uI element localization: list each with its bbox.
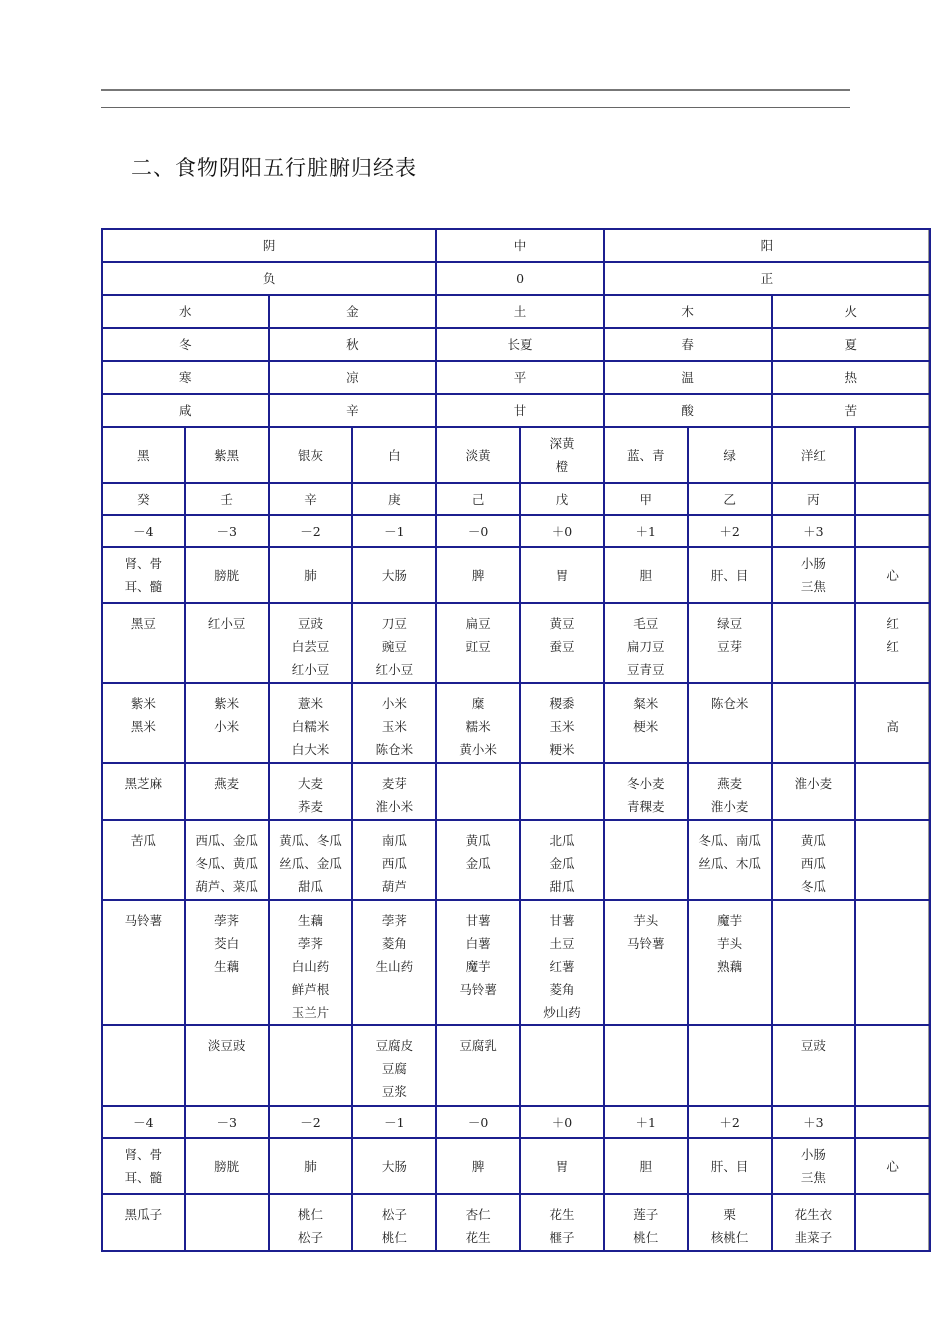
cell-season-spring: 春 xyxy=(604,328,772,361)
row-tubers-cell xyxy=(185,900,269,1025)
cell-line: 黄豆 xyxy=(549,616,575,631)
cell-line: 红 xyxy=(886,616,899,631)
row-melons-cell xyxy=(269,820,353,900)
cell-line: 莲子 xyxy=(633,1207,659,1222)
row-beans-cell xyxy=(688,603,772,683)
row-organs-2-cell: 胃 xyxy=(520,1138,604,1194)
header-rule-bottom xyxy=(101,107,850,108)
cell-line: 橙 xyxy=(555,459,569,474)
row-stems-cell: 丙 xyxy=(772,483,856,515)
row-tubers-cell xyxy=(269,900,353,1025)
row-organs-2-cell: 胆 xyxy=(604,1138,688,1194)
cell-line: 刀豆 xyxy=(381,616,407,631)
cell-line: 花生衣 xyxy=(794,1207,833,1222)
row-cereals-cell xyxy=(855,763,930,820)
row-tubers-cell xyxy=(436,900,520,1025)
row-tubers-cell xyxy=(772,900,856,1025)
row-organs xyxy=(102,547,930,603)
cell-line: 小肠 xyxy=(800,556,826,571)
row-nuts-cell xyxy=(185,1194,269,1251)
cell-line: 小米 xyxy=(381,696,407,711)
cell-line: 芋头 xyxy=(633,913,659,928)
row-organs-cell: 心 xyxy=(855,547,930,603)
cell-taste-salty: 咸 xyxy=(102,394,269,427)
row-organs-cell xyxy=(772,547,856,603)
cell-climate-cold: 寒 xyxy=(102,361,269,394)
row-grains xyxy=(102,683,930,763)
cell-line: 梗米 xyxy=(633,719,659,734)
row-beans-cell xyxy=(520,603,604,683)
row-melons-cell xyxy=(604,820,688,900)
cell-line: 红 xyxy=(886,639,899,654)
row-element xyxy=(102,295,930,328)
cell-line: 荸荠 xyxy=(297,936,323,951)
cell-line: 黑米 xyxy=(130,719,156,734)
row-colors-cell: 银灰 xyxy=(269,427,353,483)
row-numbers-2-cell: ＋0 xyxy=(520,1106,604,1138)
row-cereals-cell: 淮小麦 xyxy=(772,763,856,820)
page-title: 二、食物阴阳五行脏腑归经表 xyxy=(131,156,417,180)
cell-sign-pos: 正 xyxy=(604,262,930,295)
row-tubers xyxy=(102,900,930,1025)
cell-line: 魔芋 xyxy=(465,959,491,974)
cell-climate-hot: 热 xyxy=(772,361,931,394)
row-tubers-cell xyxy=(520,900,604,1025)
cell-line: 深黄 xyxy=(549,436,575,451)
row-melons-cell xyxy=(520,820,604,900)
cell-line: 白山药 xyxy=(291,959,330,974)
row-organs-2-cell: 肝、目 xyxy=(688,1138,772,1194)
cell-line: 黄瓜 xyxy=(800,833,826,848)
cell-taste-pungent: 辛 xyxy=(269,394,437,427)
cell-line: 糯米 xyxy=(465,719,491,734)
row-numbers-2-cell: －3 xyxy=(185,1106,269,1138)
cell-line: 菱角 xyxy=(549,982,575,997)
row-melons-cell xyxy=(855,820,930,900)
row-organs-2-cell: 脾 xyxy=(436,1138,520,1194)
row-stems-cell: 辛 xyxy=(269,483,353,515)
row-melons-cell xyxy=(185,820,269,900)
cell-line: 花生 xyxy=(549,1207,575,1222)
cell-line: 鲜芦根 xyxy=(291,982,330,997)
cell-line: 玉米 xyxy=(549,719,575,734)
cell-season-summer: 夏 xyxy=(772,328,931,361)
row-cereals-cell: 燕麦 xyxy=(185,763,269,820)
cell-line: 韭菜子 xyxy=(794,1230,833,1245)
cell-line: 豆浆 xyxy=(381,1084,407,1099)
table-viewport xyxy=(101,228,899,1254)
row-soy-cell xyxy=(269,1025,353,1106)
row-beans-cell xyxy=(436,603,520,683)
cell-line: 西瓜 xyxy=(381,856,407,871)
cell-zhong: 中 xyxy=(436,229,604,262)
cell-line: 白薯 xyxy=(465,936,491,951)
row-numbers-cell: －4 xyxy=(102,515,185,547)
cell-line: 生藕 xyxy=(297,913,323,928)
cell-line xyxy=(856,692,929,715)
row-numbers xyxy=(102,515,930,547)
row-melons-cell xyxy=(772,820,856,900)
cell-line: 桃仁 xyxy=(633,1230,659,1245)
cell-line: 荸荠 xyxy=(214,913,240,928)
cell-line: 金瓜 xyxy=(549,856,575,871)
cell-line: 芋头 xyxy=(717,936,743,951)
cell-line: 白糯米 xyxy=(291,719,330,734)
row-organs-cell: 胃 xyxy=(520,547,604,603)
row-cereals xyxy=(102,763,930,820)
row-tubers-cell xyxy=(352,900,436,1025)
row-organs-2-cell xyxy=(102,1138,185,1194)
cell-yang: 阳 xyxy=(604,229,930,262)
cell-element-water: 水 xyxy=(102,295,269,328)
row-numbers-cell: ＋3 xyxy=(772,515,856,547)
row-grains-cell xyxy=(436,683,520,763)
cell-line: 豆腐 xyxy=(381,1061,407,1076)
row-nuts-cell xyxy=(436,1194,520,1251)
row-numbers-2 xyxy=(102,1106,930,1138)
row-colors-cell: 淡黄 xyxy=(436,427,520,483)
cell-line: 扁刀豆 xyxy=(627,639,665,654)
row-numbers-cell: －1 xyxy=(352,515,436,547)
cell-climate-neutral: 平 xyxy=(436,361,604,394)
row-grains-cell xyxy=(352,683,436,763)
row-numbers-cell: －2 xyxy=(269,515,353,547)
cell-sign-zero: 0 xyxy=(436,262,604,295)
row-numbers-2-cell: ＋3 xyxy=(772,1106,856,1138)
row-cereals-cell xyxy=(520,763,604,820)
cell-season-autumn: 秋 xyxy=(269,328,437,361)
row-organs-cell xyxy=(102,547,185,603)
cell-line: 冬瓜、黄瓜 xyxy=(195,856,258,871)
row-yinyang xyxy=(102,229,930,262)
row-soy-cell xyxy=(102,1025,185,1106)
cell-element-metal: 金 xyxy=(269,295,437,328)
row-numbers-2-cell: －4 xyxy=(102,1106,185,1138)
row-taste xyxy=(102,394,930,427)
cell-sign-neg: 负 xyxy=(102,262,436,295)
row-tubers-cell xyxy=(604,900,688,1025)
row-stems-cell xyxy=(855,483,930,515)
row-numbers-2-cell: －0 xyxy=(436,1106,520,1138)
row-tubers-cell xyxy=(855,900,930,1025)
row-numbers-cell: ＋2 xyxy=(688,515,772,547)
row-nuts-cell xyxy=(772,1194,856,1251)
row-stems-cell: 庚 xyxy=(352,483,436,515)
row-organs-cell: 脾 xyxy=(436,547,520,603)
row-melons-cell: 苦瓜 xyxy=(102,820,185,900)
cell-line: 黄瓜 xyxy=(465,833,491,848)
row-soy-cell: 淡豆豉 xyxy=(185,1025,269,1106)
cell-line: 绿豆 xyxy=(717,616,743,631)
cell-line: 冬小麦 xyxy=(627,776,665,791)
cell-line: 陈仓米 xyxy=(375,742,414,757)
cell-element-wood: 木 xyxy=(604,295,772,328)
row-soy-cell xyxy=(855,1025,930,1106)
cell-line: 生山药 xyxy=(375,959,414,974)
cell-yin: 阴 xyxy=(102,229,436,262)
row-organs-2-cell xyxy=(772,1138,856,1194)
row-grains-cell xyxy=(604,683,688,763)
row-colors-cell: 白 xyxy=(352,427,436,483)
row-melons xyxy=(102,820,930,900)
cell-line: 黄小米 xyxy=(459,742,497,757)
cell-line: 紫米 xyxy=(130,696,156,711)
cell-line: 葫芦 xyxy=(381,879,407,894)
cell-line: 三焦 xyxy=(800,1170,826,1185)
cell-line: 生藕 xyxy=(214,959,240,974)
cell-line: 红薯 xyxy=(549,959,575,974)
row-organs-cell: 胆 xyxy=(604,547,688,603)
row-melons-cell xyxy=(436,820,520,900)
cell-line: 玉米 xyxy=(381,719,407,734)
cell-climate-warm: 温 xyxy=(604,361,772,394)
cell-season-late-summer: 长夏 xyxy=(436,328,604,361)
row-stems-cell: 壬 xyxy=(185,483,269,515)
cell-line: 南瓜 xyxy=(381,833,407,848)
cell-line: 紫米 xyxy=(214,696,240,711)
cell-line: 桃仁 xyxy=(381,1230,407,1245)
cell-line: 肾、骨 xyxy=(124,556,163,571)
cell-line: 西瓜、金瓜 xyxy=(195,833,258,848)
cell-line: 黄瓜、冬瓜 xyxy=(279,833,342,848)
cell-taste-sweet: 甘 xyxy=(436,394,604,427)
row-numbers-2-cell: ＋2 xyxy=(688,1106,772,1138)
row-numbers-cell: －3 xyxy=(185,515,269,547)
cell-line: 小肠 xyxy=(800,1147,826,1162)
row-colors-cell: 黑 xyxy=(102,427,185,483)
row-cereals-cell: 黑芝麻 xyxy=(102,763,185,820)
cell-line: 北瓜 xyxy=(549,833,575,848)
cell-line: 葫芦、菜瓜 xyxy=(195,879,258,894)
cell-line: 金瓜 xyxy=(465,856,491,871)
row-nuts xyxy=(102,1194,930,1251)
cell-line: 薏米 xyxy=(297,696,323,711)
row-beans-cell: 红小豆 xyxy=(185,603,269,683)
cell-line: 冬瓜、南瓜 xyxy=(698,833,761,848)
row-soy-cell xyxy=(688,1025,772,1106)
cell-line: 荸荠 xyxy=(381,913,407,928)
row-nuts-cell xyxy=(269,1194,353,1251)
row-grains-cell xyxy=(269,683,353,763)
row-nuts-cell xyxy=(520,1194,604,1251)
cell-line: 蚕豆 xyxy=(549,639,575,654)
cell-line: 白芸豆 xyxy=(291,639,330,654)
row-organs-2-cell: 大肠 xyxy=(352,1138,436,1194)
cell-line: 高 xyxy=(886,719,899,734)
row-nuts-cell xyxy=(855,1194,930,1251)
row-stems-cell: 甲 xyxy=(604,483,688,515)
row-nuts-cell xyxy=(604,1194,688,1251)
row-beans-cell xyxy=(269,603,353,683)
cell-line: 冬瓜 xyxy=(800,879,826,894)
row-organs-cell: 膀胱 xyxy=(185,547,269,603)
row-soy-cell xyxy=(352,1025,436,1106)
cell-line: 耳、髓 xyxy=(124,579,163,594)
cell-line: 丝瓜、金瓜 xyxy=(279,856,342,871)
cell-line: 大麦 xyxy=(297,776,323,791)
cell-line: 豆青豆 xyxy=(627,662,665,677)
cell-line: 耳、髓 xyxy=(124,1170,163,1185)
cell-element-fire: 火 xyxy=(772,295,931,328)
row-beans xyxy=(102,603,930,683)
cell-line: 甜瓜 xyxy=(549,879,575,894)
cell-line: 荞麦 xyxy=(297,799,323,814)
cell-line: 燕麦 xyxy=(717,776,743,791)
row-colors-cell xyxy=(520,427,604,483)
row-beans-cell xyxy=(855,603,930,683)
row-numbers-2-cell: ＋1 xyxy=(604,1106,688,1138)
cell-line: 扁豆 xyxy=(465,616,491,631)
row-numbers-2-cell: －1 xyxy=(352,1106,436,1138)
row-stems-cell: 癸 xyxy=(102,483,185,515)
row-cereals-cell xyxy=(352,763,436,820)
row-numbers-cell xyxy=(855,515,930,547)
cell-line: 桃仁 xyxy=(297,1207,323,1222)
row-colors-cell: 绿 xyxy=(688,427,772,483)
row-season xyxy=(102,328,930,361)
row-soy-cell xyxy=(604,1025,688,1106)
cell-line: 甜瓜 xyxy=(297,879,323,894)
row-grains-cell xyxy=(520,683,604,763)
row-melons-cell xyxy=(688,820,772,900)
row-tubers-cell: 马铃薯 xyxy=(102,900,185,1025)
cell-taste-bitter: 苦 xyxy=(772,394,931,427)
row-cereals-cell xyxy=(688,763,772,820)
cell-line: 甘薯 xyxy=(549,913,575,928)
row-colors xyxy=(102,427,930,483)
cell-line: 土豆 xyxy=(549,936,575,951)
row-cereals-cell xyxy=(269,763,353,820)
cell-line: 豆腐皮 xyxy=(375,1038,414,1053)
row-soy-cell: 豆豉 xyxy=(772,1025,856,1106)
row-numbers-cell: ＋0 xyxy=(520,515,604,547)
cell-line: 杏仁 xyxy=(465,1207,491,1222)
row-numbers-cell: ＋1 xyxy=(604,515,688,547)
cell-line: 豌豆 xyxy=(381,639,407,654)
cell-line: 炒山药 xyxy=(543,1005,581,1020)
row-soy-cell xyxy=(520,1025,604,1106)
cell-line: 豇豆 xyxy=(465,639,491,654)
row-grains-cell xyxy=(855,683,930,763)
cell-line: 栗 xyxy=(723,1207,736,1222)
row-nuts-cell: 黑瓜子 xyxy=(102,1194,185,1251)
row-beans-cell: 黑豆 xyxy=(102,603,185,683)
cell-line: 红小豆 xyxy=(291,662,330,677)
row-organs-cell: 肺 xyxy=(269,547,353,603)
row-organs-2-cell: 膀胱 xyxy=(185,1138,269,1194)
cell-line: 淮小米 xyxy=(375,799,414,814)
row-beans-cell xyxy=(352,603,436,683)
cell-line: 玉兰片 xyxy=(291,1005,330,1020)
cell-line: 菱角 xyxy=(381,936,407,951)
row-grains-cell xyxy=(102,683,185,763)
row-stems-cell: 己 xyxy=(436,483,520,515)
row-beans-cell xyxy=(772,603,856,683)
row-organs-2 xyxy=(102,1138,930,1194)
cell-line: 茭白 xyxy=(214,936,240,951)
cell-line: 花生 xyxy=(465,1230,491,1245)
cell-line: 松子 xyxy=(381,1207,407,1222)
cell-line: 魔芋 xyxy=(717,913,743,928)
cell-climate-cool: 凉 xyxy=(269,361,437,394)
cell-line: 小米 xyxy=(214,719,240,734)
cell-line: 稷黍 xyxy=(549,696,575,711)
cell-line: 青稞麦 xyxy=(627,799,665,814)
row-nuts-cell xyxy=(352,1194,436,1251)
cell-line: 三焦 xyxy=(800,579,826,594)
row-numbers-2-cell: －2 xyxy=(269,1106,353,1138)
cell-line: 核桃仁 xyxy=(710,1230,749,1245)
row-stems-cell: 乙 xyxy=(688,483,772,515)
cell-line: 粲米 xyxy=(633,696,659,711)
row-nuts-cell xyxy=(688,1194,772,1251)
cell-line: 肾、骨 xyxy=(124,1147,163,1162)
row-grains-cell: 陈仓米 xyxy=(688,683,772,763)
row-sign xyxy=(102,262,930,295)
cell-line: 豆豉 xyxy=(297,616,323,631)
cell-line: 熟藕 xyxy=(717,959,743,974)
cell-line: 松子 xyxy=(297,1230,323,1245)
cell-line: 榧子 xyxy=(549,1230,575,1245)
row-tubers-cell xyxy=(688,900,772,1025)
cell-line: 马铃薯 xyxy=(627,936,665,951)
row-cereals-cell xyxy=(436,763,520,820)
row-grains-cell xyxy=(772,683,856,763)
header-rule-top xyxy=(101,89,850,91)
row-soy xyxy=(102,1025,930,1106)
row-beans-cell xyxy=(604,603,688,683)
row-colors-cell: 蓝、青 xyxy=(604,427,688,483)
cell-line: 马铃薯 xyxy=(459,982,497,997)
cell-line: 甘薯 xyxy=(465,913,491,928)
row-climate xyxy=(102,361,930,394)
cell-line: 淮小麦 xyxy=(710,799,749,814)
row-grains-cell xyxy=(185,683,269,763)
cell-line: 粳米 xyxy=(549,742,575,757)
cell-line: 红小豆 xyxy=(375,662,414,677)
cell-line: 豆芽 xyxy=(717,639,743,654)
cell-line: 糜 xyxy=(471,696,485,711)
cell-element-earth: 土 xyxy=(436,295,604,328)
row-colors-cell: 紫黑 xyxy=(185,427,269,483)
cell-line: 毛豆 xyxy=(633,616,659,631)
row-organs-cell: 肝、目 xyxy=(688,547,772,603)
cell-taste-sour: 酸 xyxy=(604,394,772,427)
cell-line: 丝瓜、木瓜 xyxy=(698,856,761,871)
row-numbers-cell: －0 xyxy=(436,515,520,547)
row-organs-cell: 大肠 xyxy=(352,547,436,603)
row-melons-cell xyxy=(352,820,436,900)
cell-line: 西瓜 xyxy=(800,856,826,871)
row-colors-cell: 洋红 xyxy=(772,427,856,483)
row-numbers-2-cell xyxy=(855,1106,930,1138)
row-organs-2-cell: 肺 xyxy=(269,1138,353,1194)
five-elements-table xyxy=(101,228,931,1252)
row-stems-cell: 戊 xyxy=(520,483,604,515)
row-cereals-cell xyxy=(604,763,688,820)
cell-line: 麦芽 xyxy=(381,776,407,791)
row-soy-cell: 豆腐乳 xyxy=(436,1025,520,1106)
row-colors-cell xyxy=(855,427,930,483)
cell-season-winter: 冬 xyxy=(102,328,269,361)
cell-line: 白大米 xyxy=(291,742,330,757)
row-stems xyxy=(102,483,930,515)
row-organs-2-cell: 心 xyxy=(855,1138,930,1194)
